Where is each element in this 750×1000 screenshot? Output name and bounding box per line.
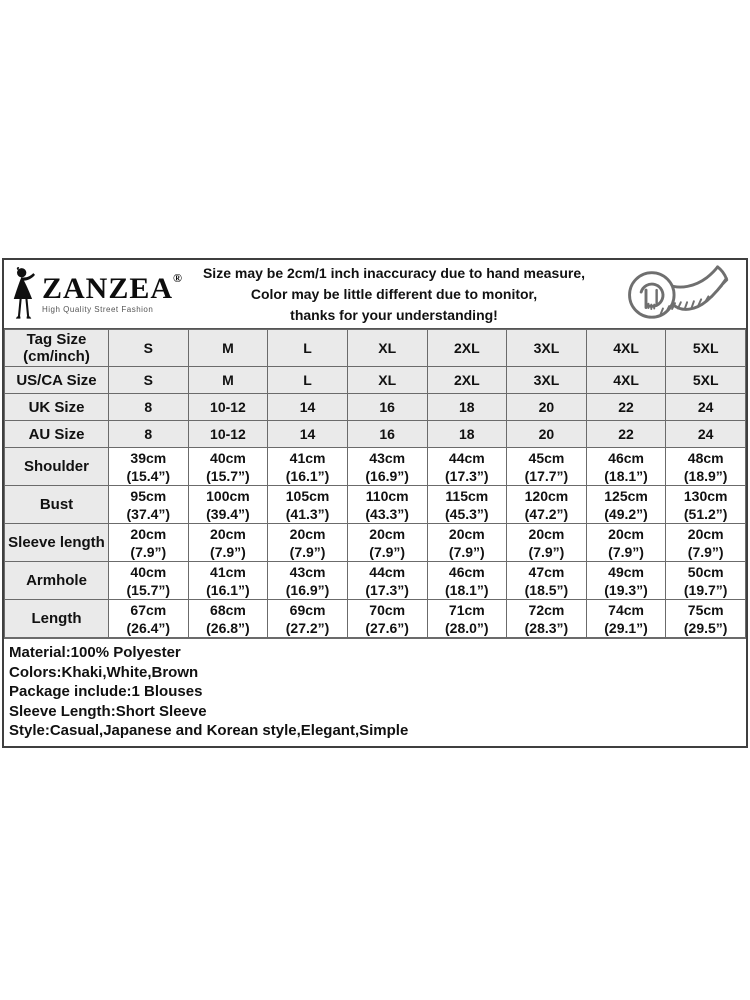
measurement-cm: 120cm [524,487,569,504]
measurement-cm: 20cm [528,525,565,542]
size-cell: 8 [109,394,189,421]
size-cell: 18 [427,394,507,421]
size-cell: 2XL [427,330,507,367]
measurement-cell [427,562,507,600]
size-cell: 20 [507,394,587,421]
measurement-cell [347,600,427,638]
measurement-cm: 105cm [285,487,330,504]
brand-name [42,271,182,305]
measurement-inch: (19.7”) [683,581,728,598]
row-label: Armhole [5,562,109,600]
measurement-cm: 125cm [604,487,648,504]
measurement-cell [347,524,427,562]
measurement-cm: 70cm [369,601,406,618]
measurement-cm: 100cm [206,487,250,504]
measurement-cm: 72cm [528,601,565,618]
chart-header [4,260,746,329]
measurement-inch: (16.9”) [285,581,330,598]
measurement-inch: (16.9”) [365,467,409,484]
measurement-cell [347,448,427,486]
detail-line-sleeve-length: Sleeve Length:Short Sleeve [9,702,207,720]
tape-measure [606,264,746,324]
measurement-cm: 20cm [210,525,246,542]
notice-line: Color may be little different due to monitor, [250,285,538,302]
brand-logo [4,265,182,323]
measurement-cm: 39cm [130,449,167,466]
measurement-cm: 20cm [687,525,724,542]
measurement-inch: (27.6”) [365,619,409,636]
measurement-inch: (17.3”) [365,581,409,598]
registered-mark: ® [173,271,182,285]
measurement-cell [586,448,666,486]
measurement-inch: (7.9”) [130,543,167,560]
size-cell: L [268,330,348,367]
measurement-cm: 43cm [369,449,406,466]
brand-text [42,271,182,314]
row-label: US/CA Size [5,367,109,394]
measurement-cell [109,562,189,600]
row-label: Shoulder [5,448,109,486]
measurement-cm: 40cm [210,449,246,466]
measurement-cm: 20cm [448,525,485,542]
measurement-cell [268,600,348,638]
measurement-inch: (7.9”) [528,543,565,560]
row-label-line: Tag Size [26,331,87,348]
measurement-cell [586,486,666,524]
table-row-sleeve-length [5,524,746,562]
measurement-cell [666,562,746,600]
measurement-cm: 67cm [130,601,167,618]
table-row-shoulder [5,448,746,486]
measurement-cm: 48cm [687,449,724,466]
measurement-cell [188,486,268,524]
measurement-cm: 95cm [130,487,167,504]
measurement-cell [268,448,348,486]
measurement-cell [109,600,189,638]
size-cell: M [188,367,268,394]
measurement-cm: 110cm [365,487,409,504]
measurement-cm: 41cm [210,563,246,580]
measurement-cell [427,448,507,486]
size-table [4,329,746,638]
size-cell: 24 [666,421,746,448]
measurement-cell [347,486,427,524]
measurement-cell [507,524,587,562]
measurement-inch: (47.2”) [524,505,569,522]
size-cell: 16 [347,421,427,448]
measurement-cell [109,524,189,562]
measurement-cm: 20cm [130,525,167,542]
measurement-cm: 130cm [683,487,728,504]
measurement-cell [507,562,587,600]
brand-tagline: High Quality Street Fashion [42,305,154,314]
measurement-cell [268,562,348,600]
measurement-cm: 20cm [289,525,326,542]
size-cell: 4XL [586,367,666,394]
measurement-cm: 41cm [289,449,326,466]
measurement-cell [188,448,268,486]
table-row-bust [5,486,746,524]
size-cell: 8 [109,421,189,448]
measurement-inch: (7.9”) [448,543,485,560]
measurement-cell [507,486,587,524]
detail-line-material: Material:100% Polyester [9,644,181,661]
measurement-cell [188,600,268,638]
measurement-cell [427,486,507,524]
size-cell: 10-12 [188,394,268,421]
measurement-cm: 40cm [130,563,167,580]
measurement-cell [268,524,348,562]
size-cell: 3XL [507,330,587,367]
measurement-inch: (26.8”) [206,619,250,636]
measurement-inch: (7.9”) [369,543,406,560]
size-cell: 24 [666,394,746,421]
size-cell: 22 [586,421,666,448]
measurement-inch: (7.9”) [608,543,644,560]
measurement-cm: 74cm [608,601,644,618]
measurement-inch: (16.1”) [285,467,330,484]
measurement-cm: 49cm [608,563,644,580]
notice-text [182,263,606,326]
measurement-inch: (7.9”) [687,543,724,560]
size-cell: 10-12 [188,421,268,448]
measurement-inch: (29.1”) [604,619,648,636]
table-row-au [5,421,746,448]
measurement-inch: (27.2”) [285,619,330,636]
measurement-inch: (16.1”) [206,581,250,598]
woman-silhouette-icon [10,265,40,323]
measurement-inch: (19.3”) [604,581,648,598]
size-cell: S [109,330,189,367]
measurement-cell [427,600,507,638]
measurement-inch: (41.3”) [285,505,330,522]
measurement-cm: 50cm [687,563,724,580]
detail-line-style: Style:Casual,Japanese and Korean style,Elegant,Simple [9,722,409,739]
size-chart [2,258,748,748]
measurement-inch: (15.7”) [126,581,171,598]
measurement-inch: (39.4”) [206,505,250,522]
measurement-cm: 47cm [528,563,565,580]
measurement-cm: 115cm [445,487,489,504]
product-details [4,638,746,746]
size-cell: 14 [268,394,348,421]
row-label: Bust [5,486,109,524]
measurement-cm: 46cm [608,449,644,466]
measurement-inch: (26.4”) [126,619,171,636]
size-cell: 2XL [427,367,507,394]
measurement-inch: (51.2”) [683,505,728,522]
measurement-cell [666,486,746,524]
detail-line-colors: Colors:Khaki,White,Brown [9,663,199,681]
measurement-cell [188,524,268,562]
size-cell: L [268,367,348,394]
measurement-cm: 44cm [448,449,485,466]
measurement-cm: 75cm [687,601,724,618]
size-cell: 14 [268,421,348,448]
measurement-cm: 44cm [369,563,406,580]
measurement-inch: (15.7”) [206,467,250,484]
measurement-cm: 43cm [289,563,326,580]
measurement-inch: (28.0”) [445,619,489,636]
measurement-cell [586,600,666,638]
table-row-tag-size [5,330,746,367]
measurement-cm: 71cm [448,601,485,618]
measurement-cm: 68cm [210,601,246,618]
size-cell: 5XL [666,367,746,394]
row-label-line: (cm/inch) [23,348,90,365]
measurement-inch: (29.5”) [683,619,728,636]
row-label: AU Size [5,421,109,448]
row-label: Length [5,600,109,638]
size-cell: 5XL [666,330,746,367]
measurement-inch: (17.7”) [524,467,569,484]
size-cell: 16 [347,394,427,421]
measurement-cell [507,600,587,638]
table-row-us-ca [5,367,746,394]
size-cell: M [188,330,268,367]
measurement-cell [347,562,427,600]
row-label: Sleeve length [5,524,109,562]
measurement-cell [109,486,189,524]
measurement-inch: (18.5”) [524,581,569,598]
table-row-length [5,600,746,638]
notice-line: thanks for your understanding! [290,306,498,323]
size-cell: 20 [507,421,587,448]
measurement-cell [666,524,746,562]
tape-measure-icon [617,264,735,324]
measurement-inch: (43.3”) [365,505,409,522]
measurement-cell [666,448,746,486]
measurement-cell [666,600,746,638]
measurement-inch: (37.4”) [126,505,171,522]
measurement-cell [268,486,348,524]
detail-line-package: Package include:1 Blouses [9,683,203,700]
measurement-cm: 20cm [608,525,644,542]
measurement-inch: (18.9”) [683,467,728,484]
measurement-cm: 46cm [448,563,485,580]
size-cell: 3XL [507,367,587,394]
measurement-inch: (15.4”) [126,467,171,484]
measurement-cell [586,524,666,562]
measurement-cm: 20cm [369,525,406,542]
measurement-cell [427,524,507,562]
brand-name-text: ZANZEA [42,272,174,305]
size-cell: 18 [427,421,507,448]
measurement-inch: (45.3”) [445,505,489,522]
row-label [5,330,109,367]
measurement-cell [109,448,189,486]
measurement-inch: (7.9”) [210,543,246,560]
size-cell: 22 [586,394,666,421]
measurement-inch: (17.3”) [445,467,489,484]
measurement-inch: (18.1”) [604,467,648,484]
size-cell: XL [347,330,427,367]
measurement-cm: 69cm [289,601,326,618]
size-cell: 4XL [586,330,666,367]
size-cell: XL [347,367,427,394]
measurement-inch: (18.1”) [445,581,489,598]
size-cell: S [109,367,189,394]
measurement-inch: (49.2”) [604,505,648,522]
measurement-cell [507,448,587,486]
table-row-uk [5,394,746,421]
measurement-cell [586,562,666,600]
measurement-inch: (28.3”) [524,619,569,636]
table-row-armhole [5,562,746,600]
measurement-cm: 45cm [528,449,565,466]
measurement-cell [188,562,268,600]
notice-line: Size may be 2cm/1 inch inaccuracy due to hand measure, [202,264,586,281]
row-label: UK Size [5,394,109,421]
measurement-inch: (7.9”) [289,543,326,560]
